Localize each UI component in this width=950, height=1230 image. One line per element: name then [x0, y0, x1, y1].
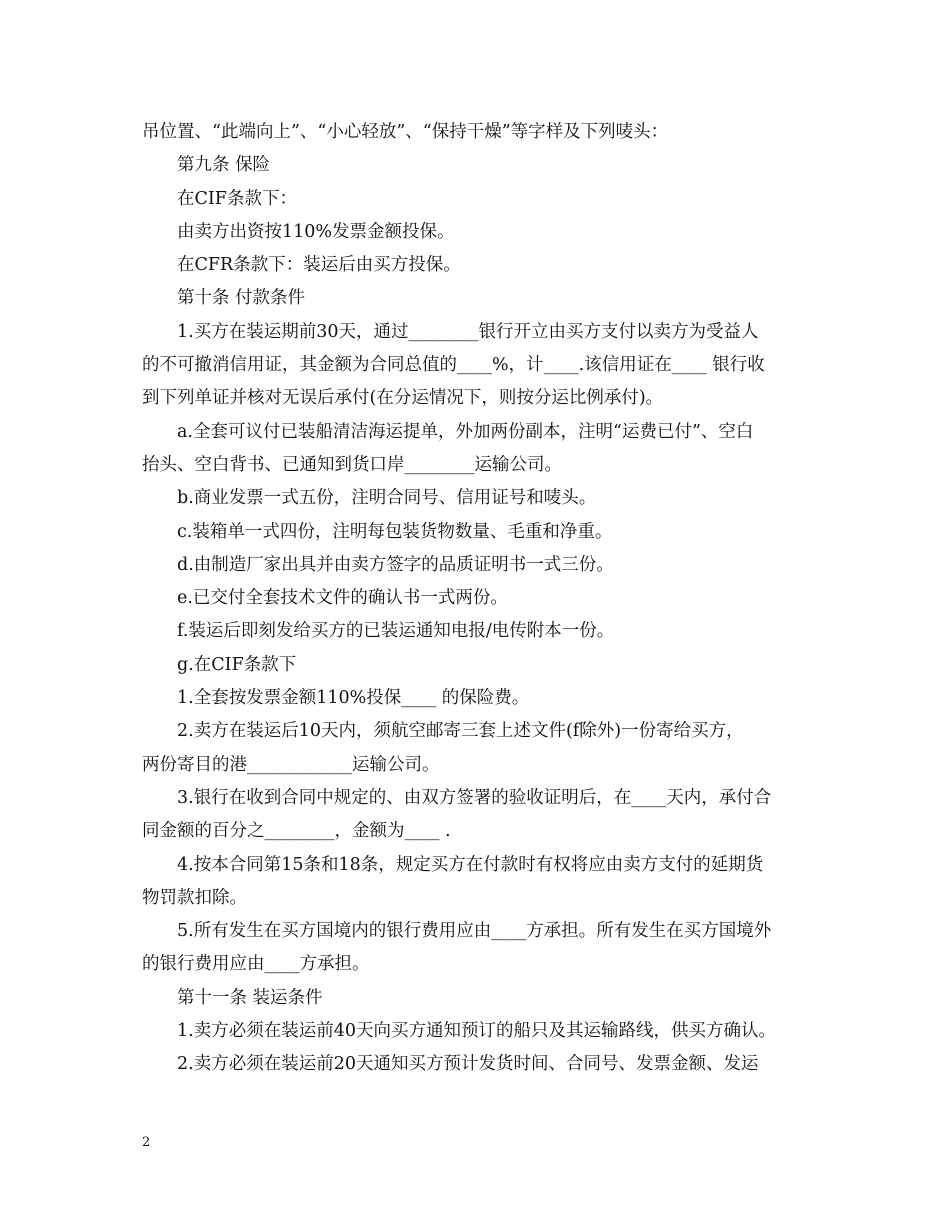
body-line: e.已交付全套技术文件的确认书一式两份。 [177, 588, 508, 609]
body-line: f.装运后即刻发给买方的已装运通知电报/电传附本一份。 [177, 621, 615, 642]
body-line: 同金额的百分之________，金额为____ . [142, 821, 451, 842]
body-line: 在CFR条款下：装运后由买方投保。 [177, 255, 461, 276]
body-line: 1.全套按发票金额110%投保____ 的保险费。 [177, 688, 530, 709]
body-line: 两份寄目的港____________运输公司。 [142, 754, 440, 775]
body-line: 2.卖方在装运后10天内，须航空邮寄三套上述文件(f除外)一份寄给买方， [177, 721, 744, 742]
body-line: 2.卖方必须在装运前20天通知买方预计发货时间、合同号、发票金额、发运 [177, 1054, 759, 1075]
body-line: 1.卖方必须在装运前40天向买方通知预订的船只及其运输路线，供买方确认。 [177, 1021, 776, 1042]
body-line: 到下列单证并核对无误后承付(在分运情况下，则按分运比例承付)。 [142, 388, 664, 409]
body-line: 的银行费用应由____方承担。 [142, 954, 370, 975]
body-line: b.商业发票一式五份，注明合同号、信用证号和唛头。 [177, 488, 597, 509]
contract-body [142, 116, 814, 1082]
body-line: 的不可撤消信用证，其金额为合同总值的____%，计____.该信用证在____ 银行收 [142, 355, 765, 376]
section-heading-shipment: 第十一条 装运条件 [177, 987, 323, 1008]
body-line: g.在CIF条款下 [177, 654, 297, 675]
body-line: 4.按本合同第15条和18条，规定买方在付款时有权将应由卖方支付的延期货 [177, 854, 764, 875]
body-line: a.全套可议付已装船清洁海运提单，外加两份副本，注明“运费已付”、空白 [177, 421, 754, 442]
body-line: c.装箱单一式四份，注明每包装货物数量、毛重和净重。 [177, 521, 613, 542]
body-line: 物罚款扣除。 [142, 887, 247, 908]
body-line: 吊位置、“此端向上”、“小心轻放”、“保持干燥”等字样及下列唛头： [142, 122, 669, 142]
body-line: 抬头、空白背书、已通知到货口岸________运输公司。 [142, 454, 562, 475]
body-line: d.由制造厂家出具并由卖方签字的品质证明书一式三份。 [177, 554, 614, 575]
section-heading-payment: 第十条 付款条件 [177, 288, 306, 309]
body-line: 在CIF条款下： [177, 188, 297, 209]
body-line: 1.买方在装运期前30天，通过________银行开立由买方支付以卖方为受益人 [177, 321, 759, 342]
body-line: 3.银行在收到合同中规定的、由双方签署的验收证明后，在____天内，承付合 [177, 787, 772, 808]
body-line: 5.所有发生在买方国境内的银行费用应由____方承担。所有发生在买方国境外 [177, 921, 772, 942]
body-line: 由卖方出资按110%发票金额投保。 [177, 221, 455, 242]
page-number: 2 [142, 1135, 151, 1150]
section-heading-insurance: 第九条 保险 [177, 155, 271, 176]
